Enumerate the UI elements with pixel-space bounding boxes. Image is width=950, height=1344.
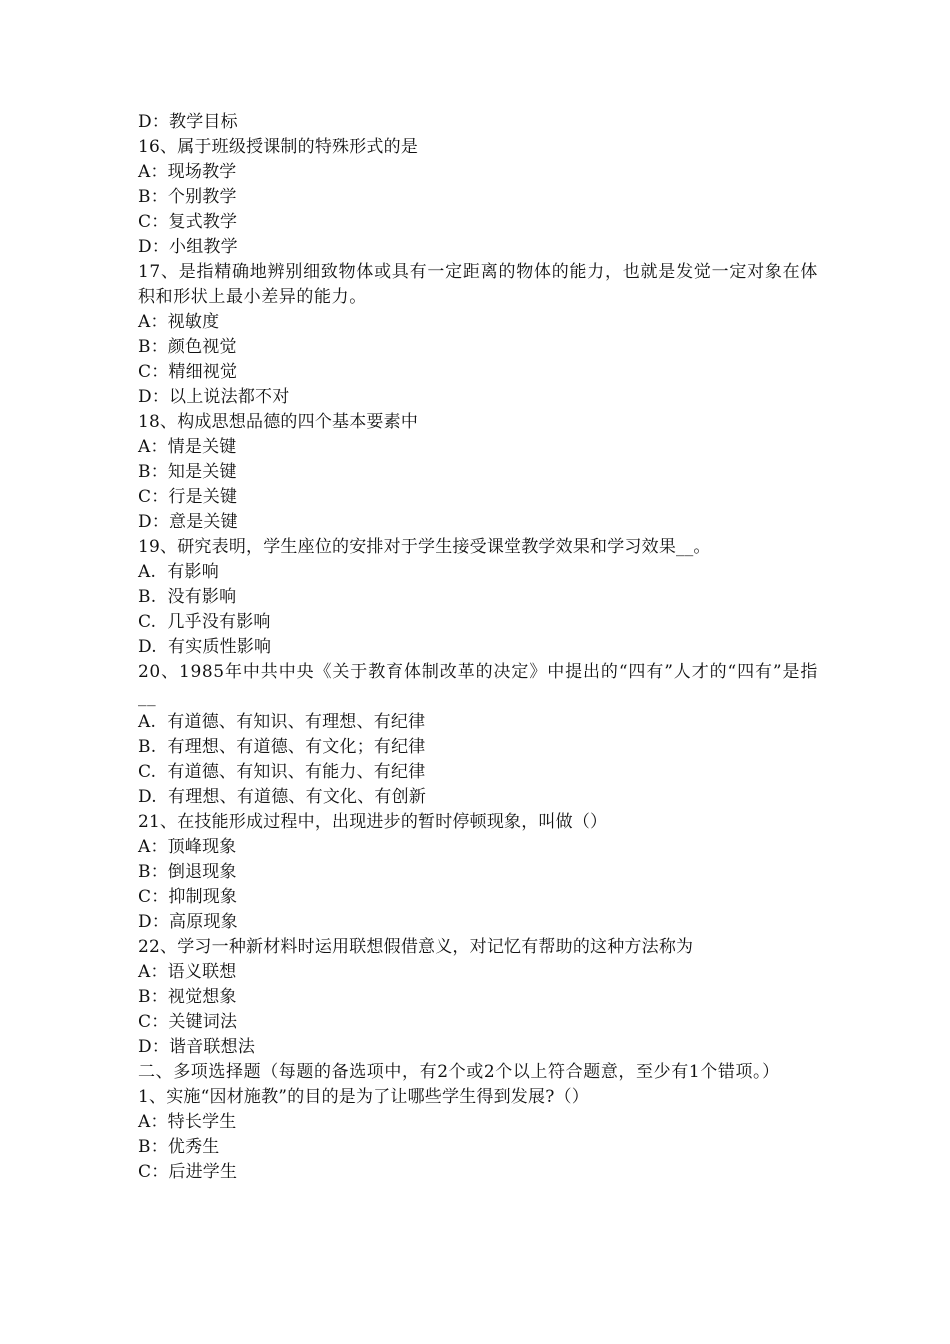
- text-line: A：情是关键: [138, 437, 237, 457]
- text-line: B：视觉想象: [138, 987, 237, 1007]
- text-line: D. 有实质性影响: [138, 637, 272, 657]
- text-line: 16、属于班级授课制的特殊形式的是: [138, 137, 419, 157]
- text-line: B. 没有影响: [138, 587, 237, 607]
- text-line: 21、在技能形成过程中，出现进步的暂时停顿现象，叫做（）: [138, 812, 608, 832]
- text-line: C. 几乎没有影响: [138, 612, 271, 632]
- text-line: 1、实施“因材施教”的目的是为了让哪些学生得到发展?（）: [138, 1087, 589, 1107]
- text-line: C：抑制现象: [138, 887, 238, 907]
- text-line: B：倒退现象: [138, 862, 237, 882]
- text-line: D. 有理想、有道德、有文化、有创新: [138, 787, 427, 807]
- text-line: A：视敏度: [138, 312, 220, 332]
- text-line: D：意是关键: [138, 512, 238, 532]
- text-line: A. 有影响: [138, 562, 219, 582]
- text-line: C：后进学生: [138, 1162, 238, 1182]
- text-line: D：以上说法都不对: [138, 387, 290, 407]
- text-line: D：谐音联想法: [138, 1037, 256, 1057]
- text-line: A：特长学生: [138, 1112, 237, 1132]
- text-line: 22、学习一种新材料时运用联想假借意义，对记忆有帮助的这种方法称为: [138, 937, 694, 957]
- text-line: C：复式教学: [138, 212, 238, 232]
- text-line: B：优秀生: [138, 1137, 220, 1157]
- text-line: 20、1985年中共中央《关于教育体制改革的决定》中提出的“四有”人才的“四有”是指__: [138, 662, 818, 707]
- text-line: B：颜色视觉: [138, 337, 237, 357]
- text-line: D：教学目标: [138, 112, 238, 132]
- text-line: B：知是关键: [138, 462, 237, 482]
- text-line: 19、研究表明，学生座位的安排对于学生接受课堂教学效果和学习效果__。: [138, 537, 711, 557]
- text-line: C：行是关键: [138, 487, 238, 507]
- text-line: A. 有道德、有知识、有理想、有纪律: [138, 712, 426, 732]
- text-line: A：语义联想: [138, 962, 237, 982]
- text-line: B. 有理想、有道德、有文化；有纪律: [138, 737, 426, 757]
- text-line: D：高原现象: [138, 912, 238, 932]
- text-line: C. 有道德、有知识、有能力、有纪律: [138, 762, 426, 782]
- text-line: A：现场教学: [138, 162, 237, 182]
- text-line: C：精细视觉: [138, 362, 238, 382]
- text-line: A：顶峰现象: [138, 837, 237, 857]
- text-line: 17、是指精确地辨别细致物体或具有一定距离的物体的能力，也就是发觉一定对象在体积和形状上最小差异的能力。: [138, 262, 818, 307]
- text-line: B：个别教学: [138, 187, 237, 207]
- text-line: 二、多项选择题（每题的备选项中，有2个或2个以上符合题意，至少有1个错项。）: [138, 1062, 780, 1082]
- document-page: [138, 110, 818, 1185]
- text-line: D：小组教学: [138, 237, 238, 257]
- text-line: 18、构成思想品德的四个基本要素中: [138, 412, 419, 432]
- text-line: C：关键词法: [138, 1012, 238, 1032]
